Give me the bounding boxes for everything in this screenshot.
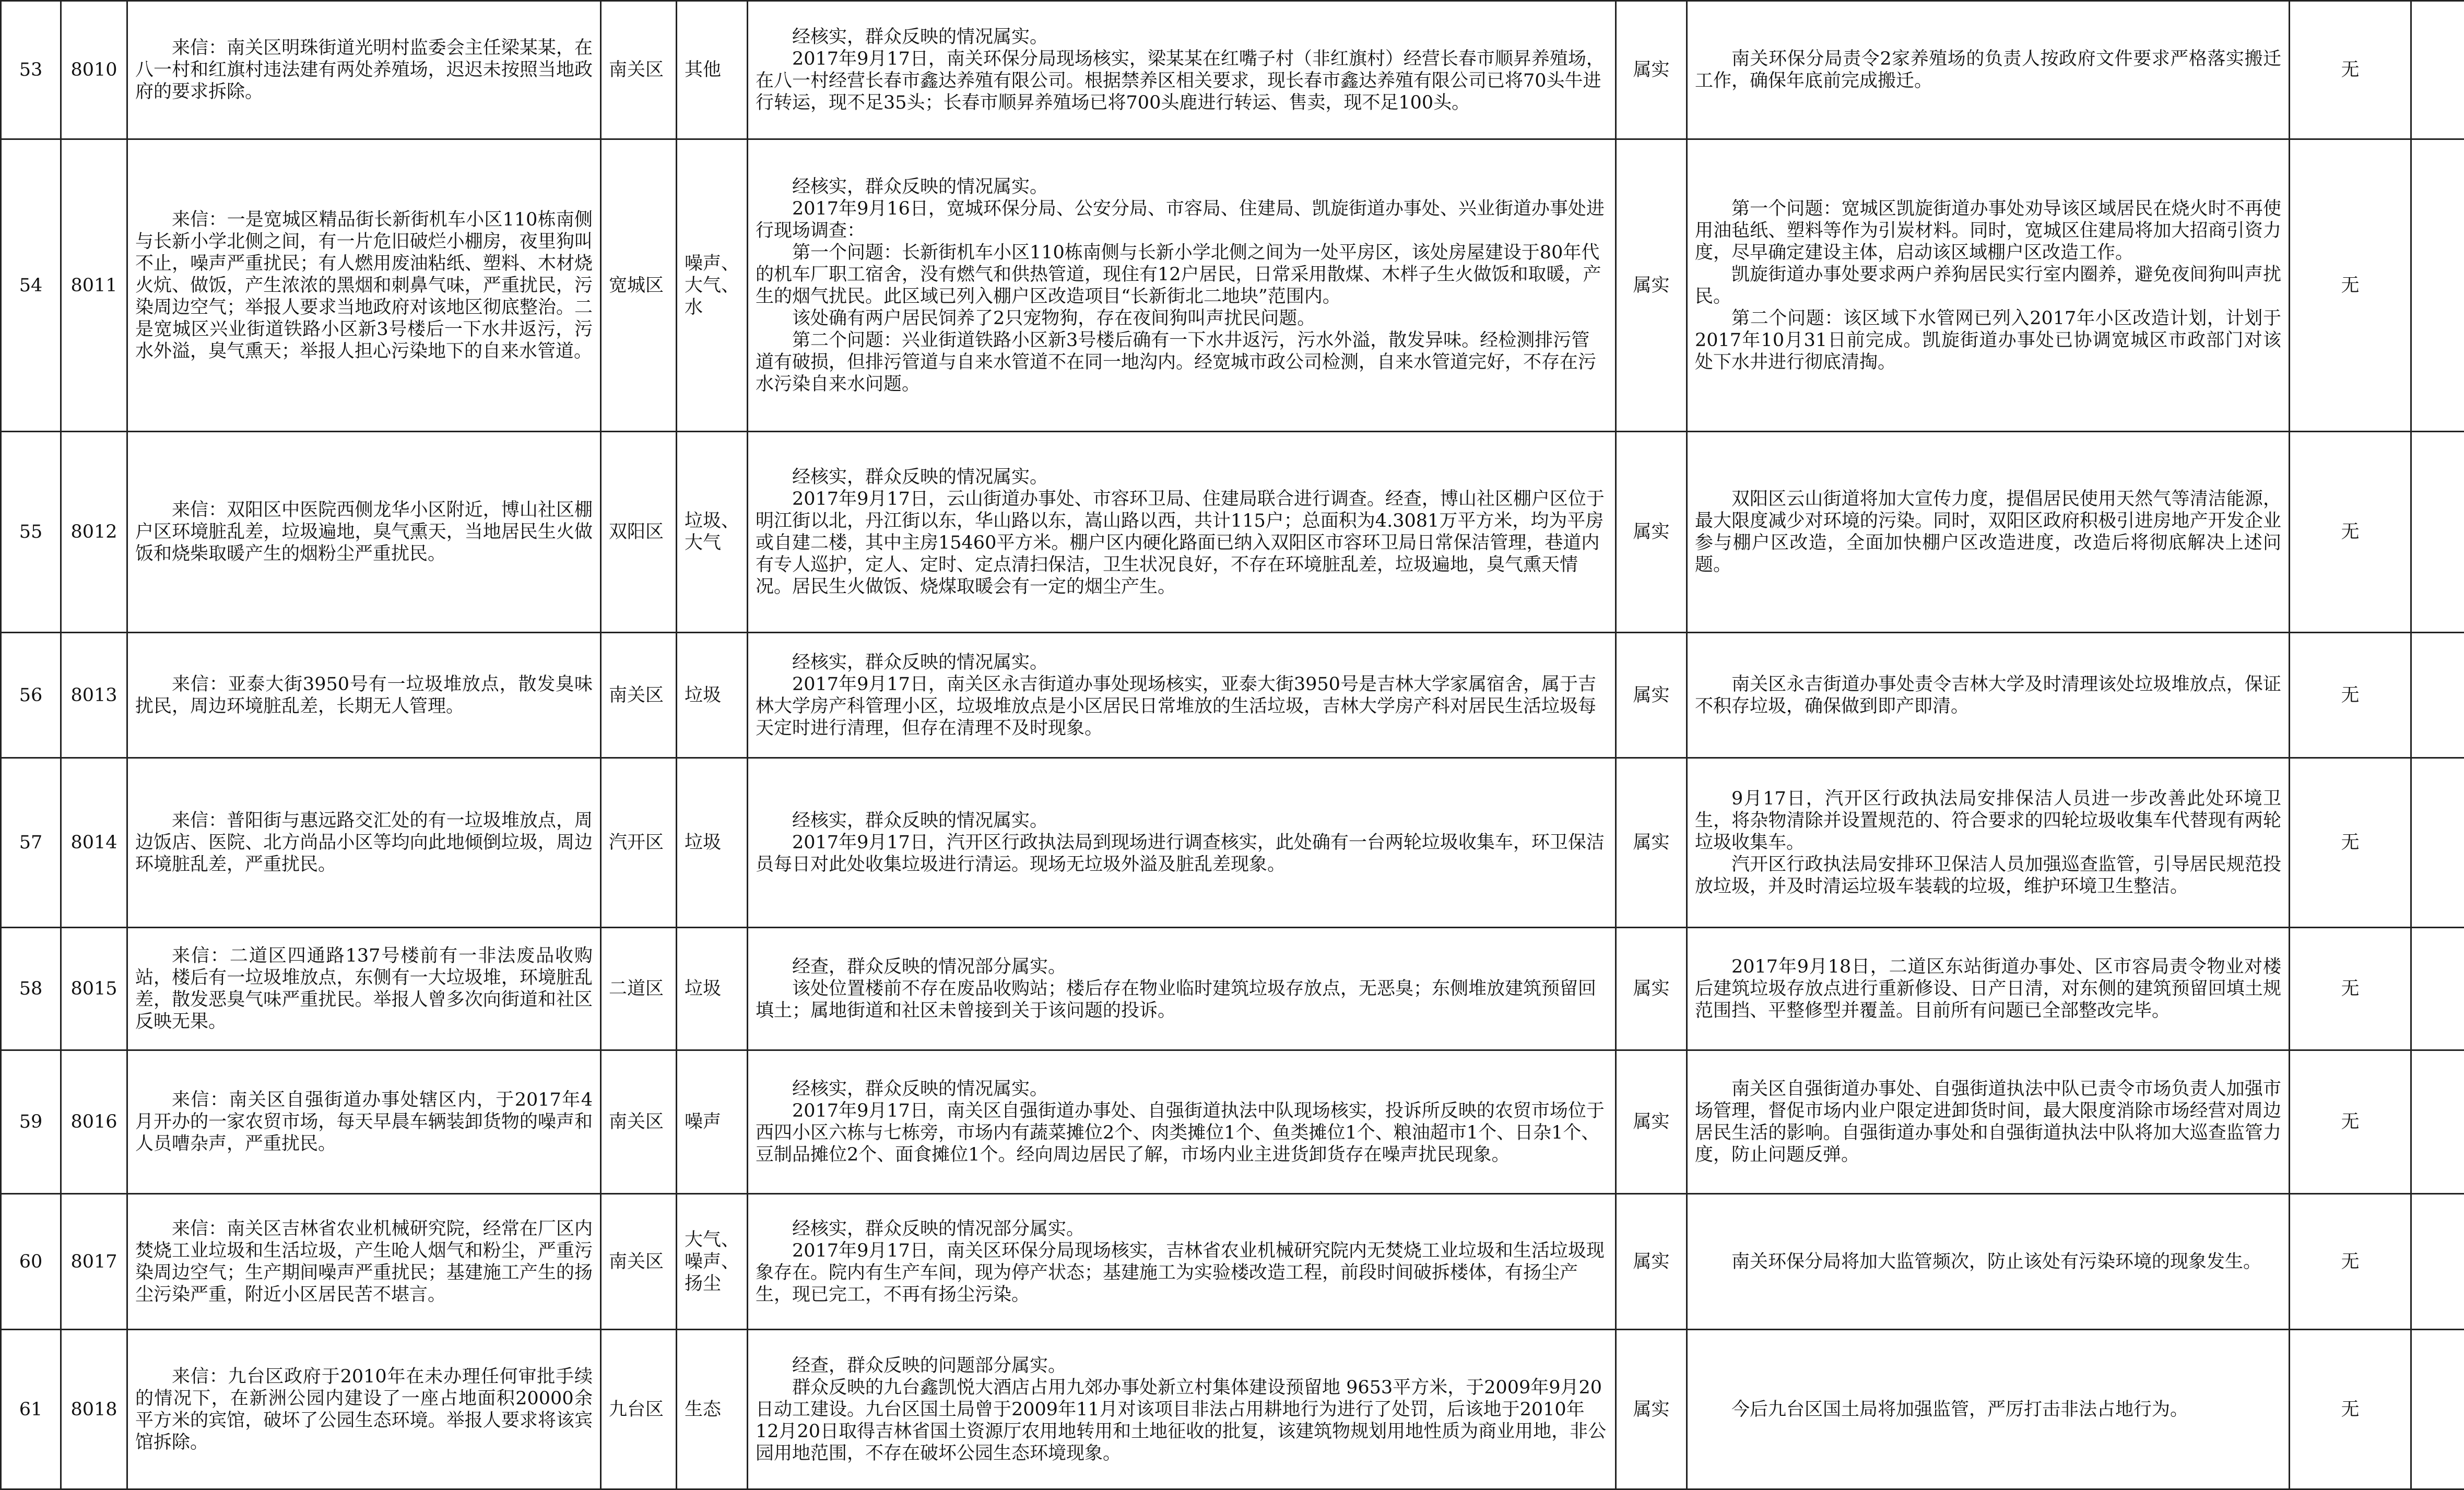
seq-cell: 60 <box>1 1194 61 1330</box>
blank-cell <box>2411 139 2464 432</box>
district-cell: 二道区 <box>601 928 677 1050</box>
case-code-cell: 8016 <box>61 1050 127 1194</box>
case-code-cell: 8018 <box>61 1330 127 1489</box>
verdict-cell: 属实 <box>1616 432 1687 633</box>
measures-cell-paragraph: 汽开区行政执法局安排环卫保洁人员加强巡查监管，引导居民规范投放垃圾，并及时清运垃圾车装载的垃圾，维护环境卫生整洁。 <box>1695 854 2281 897</box>
investigation-cell <box>748 633 1616 758</box>
complaint-cell <box>127 758 601 928</box>
measures-cell-paragraph: 第一个问题：宽城区凯旋街道办事处劝导该区域居民在烧火时不再使用油毡纸、塑料等作为引炭材料。同时，宽城区住建局将加大招商引资力度，尽早确定建设主体，启动该区域棚户区改造工作。 <box>1695 198 2281 264</box>
accountability-cell: 无 <box>2290 1330 2411 1489</box>
table-row <box>1 758 2464 928</box>
complaint-cell <box>127 928 601 1050</box>
blank-cell <box>2411 432 2464 633</box>
investigation-cell-paragraph: 2017年9月17日，南关环保分局现场核实，梁某某在红嘴子村（非红旗村）经营长春市顺昇养殖场，在八一村经营长春市鑫达养殖有限公司。根据禁养区相关要求，现长春市鑫达养殖有限公司已将70头牛进行转运，现不足35头；长春市顺昇养殖场已将700头鹿进行转运、售卖，现不足100头。 <box>756 48 1608 114</box>
accountability-cell: 无 <box>2290 633 2411 758</box>
pollution-type-cell: 噪声 <box>677 1050 748 1194</box>
measures-cell <box>1687 928 2290 1050</box>
case-code-cell: 8013 <box>61 633 127 758</box>
measures-cell <box>1687 1330 2290 1489</box>
investigation-cell-paragraph: 该处确有两户居民饲养了2只宠物狗，存在夜间狗叫声扰民问题。 <box>756 308 1608 329</box>
verdict-cell: 属实 <box>1616 1194 1687 1330</box>
investigation-cell <box>748 139 1616 432</box>
verdict-cell: 属实 <box>1616 139 1687 432</box>
seq-cell: 54 <box>1 139 61 432</box>
district-cell: 九台区 <box>601 1330 677 1489</box>
complaint-cell <box>127 1050 601 1194</box>
investigation-cell-paragraph: 经核实，群众反映的情况属实。 <box>756 1078 1608 1100</box>
case-code-cell: 8017 <box>61 1194 127 1330</box>
investigation-cell <box>748 928 1616 1050</box>
measures-cell <box>1687 432 2290 633</box>
measures-cell-paragraph: 南关环保分局责令2家养殖场的负责人按政府文件要求严格落实搬迁工作，确保年底前完成搬迁。 <box>1695 48 2281 92</box>
complaint-cell-paragraph: 来信：南关区明珠街道光明村监委会主任梁某某，在八一村和红旗村违法建有两处养殖场，迟迟未按照当地政府的要求拆除。 <box>135 37 593 103</box>
measures-cell-paragraph: 2017年9月18日，二道区东站街道办事处、区市容局责令物业对楼后建筑垃圾存放点进行重新修设、日产日清，对东侧的建筑预留回填土规范围挡、平整修型并覆盖。目前所有问题已全部整改完毕。 <box>1695 956 2281 1022</box>
investigation-cell-paragraph: 第一个问题：长新街机车小区110栋南侧与长新小学北侧之间为一处平房区，该处房屋建设于80年代的机车厂职工宿舍，没有燃气和供热管道，现住有12户居民，日常采用散煤、木柈子生火做饭和取暖，产生的烟气扰民。此区域已列入棚户区改造项目“长新街北二地块”范围内。 <box>756 242 1608 308</box>
table-row <box>1 928 2464 1050</box>
table-row <box>1 432 2464 633</box>
seq-cell: 57 <box>1 758 61 928</box>
investigation-cell-paragraph: 经查，群众反映的问题部分属实。 <box>756 1355 1608 1377</box>
table-row <box>1 1194 2464 1330</box>
complaint-cell-paragraph: 来信：南关区自强街道办事处辖区内，于2017年4月开办的一家农贸市场，每天早晨车辆装卸货物的噪声和人员嘈杂声，严重扰民。 <box>135 1089 593 1155</box>
investigation-cell-paragraph: 经核实，群众反映的情况属实。 <box>756 26 1608 48</box>
complaint-cell-paragraph: 来信：亚泰大街3950号有一垃圾堆放点，散发臭味扰民，周边环境脏乱差，长期无人管理。 <box>135 673 593 717</box>
investigation-cell-paragraph: 2017年9月17日，汽开区行政执法局到现场进行调查核实，此处确有一台两轮垃圾收集车，环卫保洁员每日对此处收集垃圾进行清运。现场无垃圾外溢及脏乱差现象。 <box>756 832 1608 876</box>
seq-cell: 56 <box>1 633 61 758</box>
case-code-cell: 8010 <box>61 1 127 139</box>
table-row <box>1 1050 2464 1194</box>
measures-cell-paragraph: 今后九台区国土局将加强监管，严厉打击非法占地行为。 <box>1695 1399 2281 1421</box>
measures-cell-paragraph: 双阳区云山街道将加大宣传力度，提倡居民使用天然气等清洁能源，最大限度减少对环境的污染。同时，双阳区政府积极引进房地产开发企业参与棚户区改造，全面加快棚户区改造进度，改造后将彻底解决上述问题。 <box>1695 488 2281 576</box>
measures-cell-paragraph: 南关区永吉街道办事处责令吉林大学及时清理该处垃圾堆放点，保证不积存垃圾，确保做到即产即清。 <box>1695 673 2281 717</box>
district-cell: 南关区 <box>601 1050 677 1194</box>
complaint-cell-paragraph: 来信：一是宽城区精品街长新街机车小区110栋南侧与长新小学北侧之间，有一片危旧破烂小棚房，夜里狗叫不止，噪声严重扰民；有人燃用废油粘纸、塑料、木材烧火炕、做饭，产生浓浓的黑烟和刺鼻气味，严重扰民，污染周边空气；举报人要求当地政府对该地区彻底整治。二是宽城区兴业街道铁路小区新3号楼后一下水井返污，污水外溢，臭气熏天；举报人担心污染地下的自来水管道。 <box>135 209 593 362</box>
district-cell: 双阳区 <box>601 432 677 633</box>
complaint-cell <box>127 1 601 139</box>
investigation-cell-paragraph: 经核实，群众反映的情况属实。 <box>756 810 1608 832</box>
investigation-cell <box>748 432 1616 633</box>
investigation-cell-paragraph: 2017年9月17日，南关区永吉街道办事处现场核实，亚泰大街3950号是吉林大学家属宿舍，属于吉林大学房产科管理小区，垃圾堆放点是小区居民日常堆放的生活垃圾，吉林大学房产科对居民生活垃圾每天定时进行清理，但存在清理不及时现象。 <box>756 673 1608 739</box>
complaint-cell <box>127 633 601 758</box>
pollution-type-cell: 其他 <box>677 1 748 139</box>
complaint-cell-paragraph: 来信：南关区吉林省农业机械研究院，经常在厂区内焚烧工业垃圾和生活垃圾，产生呛人烟气和粉尘，严重污染周边空气；生产期间噪声严重扰民；基建施工产生的扬尘污染严重，附近小区居民苦不堪言。 <box>135 1218 593 1306</box>
table-row <box>1 1 2464 139</box>
investigation-cell-paragraph: 第二个问题：兴业街道铁路小区新3号楼后确有一下水井返污，污水外溢，散发异味。经检测排污管道有破损，但排污管道与自来水管道不在同一地沟内。经宽城市政公司检测，自来水管道完好，不存在污水污染自来水问题。 <box>756 329 1608 395</box>
district-cell: 南关区 <box>601 633 677 758</box>
complaint-cell-paragraph: 来信：双阳区中医院西侧龙华小区附近，博山社区棚户区环境脏乱差，垃圾遍地，臭气熏天，当地居民生火做饭和烧柴取暖产生的烟粉尘严重扰民。 <box>135 499 593 565</box>
pollution-type-cell: 生态 <box>677 1330 748 1489</box>
verdict-cell: 属实 <box>1616 758 1687 928</box>
accountability-cell: 无 <box>2290 1194 2411 1330</box>
seq-cell: 55 <box>1 432 61 633</box>
investigation-cell-paragraph: 2017年9月16日，宽城环保分局、公安分局、市容局、住建局、凯旋街道办事处、兴业街道办事处进行现场调查： <box>756 198 1608 242</box>
accountability-cell: 无 <box>2290 928 2411 1050</box>
investigation-cell-paragraph: 该处位置楼前不存在废品收购站；楼后存在物业临时建筑垃圾存放点，无恶臭；东侧堆放建筑预留回填土；属地街道和社区未曾接到关于该问题的投诉。 <box>756 978 1608 1022</box>
district-cell: 宽城区 <box>601 139 677 432</box>
district-cell: 南关区 <box>601 1194 677 1330</box>
investigation-cell-paragraph: 2017年9月17日，云山街道办事处、市容环卫局、住建局联合进行调查。经查，博山社区棚户区位于明江街以北，丹江街以东，华山路以东，嵩山路以西，共计115户；总面积为4.3081万平方米，均为平房或自建二楼，其中主房15460平方米。棚户区内硬化路面已纳入双阳区市容环卫局日常保洁管理，巷道内有专人巡护，定人、定时、定点清扫保洁，卫生状况良好，不存在环境脏乱差，垃圾遍地，臭气熏天情况。居民生火做饭、烧煤取暖会有一定的烟尘产生。 <box>756 488 1608 598</box>
investigation-cell <box>748 758 1616 928</box>
investigation-cell-paragraph: 经核实，群众反映的情况属实。 <box>756 652 1608 673</box>
measures-cell-paragraph: 南关区自强街道办事处、自强街道执法中队已责令市场负责人加强市场管理，督促市场内业户限定进卸货时间，最大限度消除市场经营对周边居民生活的影响。自强街道办事处和自强街道执法中队将加大巡查监管力度，防止问题反弹。 <box>1695 1078 2281 1166</box>
blank-cell <box>2411 1330 2464 1489</box>
complaint-cell-paragraph: 来信：九台区政府于2010年在未办理任何审批手续的情况下，在新洲公园内建设了一座占地面积20000余平方米的宾馆，破坏了公园生态环境。举报人要求将该宾馆拆除。 <box>135 1366 593 1453</box>
measures-cell <box>1687 1194 2290 1330</box>
investigation-cell-paragraph: 群众反映的九台鑫凯悦大酒店占用九郊办事处新立村集体建设预留地 9653平方米，于2009年9月20日动工建设。九台区国土局曾于2009年11月对该项目非法占用耕地行为进行了处罚，后该地于2010年12月20日取得吉林省国土资源厅农用地转用和土地征收的批复，该建筑物规划用地性质为商业用地，非公园用地范围，不存在破坏公园生态环境现象。 <box>756 1377 1608 1464</box>
verdict-cell: 属实 <box>1616 1050 1687 1194</box>
verdict-cell: 属实 <box>1616 928 1687 1050</box>
district-cell: 汽开区 <box>601 758 677 928</box>
investigation-cell <box>748 1 1616 139</box>
measures-cell-paragraph: 9月17日，汽开区行政执法局安排保洁人员进一步改善此处环境卫生，将杂物清除并设置规范的、符合要求的四轮垃圾收集车代替现有两轮垃圾收集车。 <box>1695 788 2281 854</box>
table-row <box>1 1330 2464 1489</box>
measures-cell <box>1687 1050 2290 1194</box>
table-row <box>1 633 2464 758</box>
measures-cell <box>1687 633 2290 758</box>
accountability-cell: 无 <box>2290 139 2411 432</box>
pollution-type-cell: 垃圾、大气 <box>677 432 748 633</box>
investigation-cell-paragraph: 经核实，群众反映的情况属实。 <box>756 466 1608 488</box>
case-code-cell: 8011 <box>61 139 127 432</box>
complaint-cell-paragraph: 来信：二道区四通路137号楼前有一非法废品收购站，楼后有一垃圾堆放点，东侧有一大垃圾堆，环境脏乱差，散发恶臭气味严重扰民。举报人曾多次向街道和社区反映无果。 <box>135 945 593 1033</box>
accountability-cell: 无 <box>2290 1 2411 139</box>
blank-cell <box>2411 928 2464 1050</box>
blank-cell <box>2411 758 2464 928</box>
table-row <box>1 139 2464 432</box>
investigation-cell-paragraph: 2017年9月17日，南关区环保分局现场核实，吉林省农业机械研究院内无焚烧工业垃圾和生活垃圾现象存在。院内有生产车间，现为停产状态；基建施工为实验楼改造工程，前段时间破拆楼体，有扬尘产生，现已完工，不再有扬尘污染。 <box>756 1240 1608 1306</box>
complaint-cell <box>127 1330 601 1489</box>
investigation-cell <box>748 1050 1616 1194</box>
pollution-type-cell: 噪声、大气、水 <box>677 139 748 432</box>
case-code-cell: 8012 <box>61 432 127 633</box>
measures-cell <box>1687 1 2290 139</box>
investigation-cell <box>748 1330 1616 1489</box>
investigation-cell-paragraph: 2017年9月17日，南关区自强街道办事处、自强街道执法中队现场核实，投诉所反映的农贸市场位于西四小区六栋与七栋旁，市场内有蔬菜摊位2个、肉类摊位1个、鱼类摊位1个、粮油超市1个、日杂1个、豆制品摊位2个、面食摊位1个。经向周边居民了解，市场内业主进货卸货存在噪声扰民现象。 <box>756 1100 1608 1166</box>
measures-cell <box>1687 758 2290 928</box>
pollution-type-cell: 垃圾 <box>677 633 748 758</box>
investigation-cell-paragraph: 经核实，群众反映的情况部分属实。 <box>756 1218 1608 1240</box>
complaint-cell <box>127 139 601 432</box>
complaint-cell-paragraph: 来信：普阳街与惠远路交汇处的有一垃圾堆放点，周边饭店、医院、北方尚品小区等均向此地倾倒垃圾，周边环境脏乱差，严重扰民。 <box>135 810 593 876</box>
blank-cell <box>2411 633 2464 758</box>
case-code-cell: 8015 <box>61 928 127 1050</box>
accountability-cell: 无 <box>2290 432 2411 633</box>
measures-cell-paragraph: 南关环保分局将加大监管频次，防止该处有污染环境的现象发生。 <box>1695 1251 2281 1273</box>
measures-cell <box>1687 139 2290 432</box>
verdict-cell: 属实 <box>1616 1 1687 139</box>
verdict-cell: 属实 <box>1616 1330 1687 1489</box>
blank-cell <box>2411 1 2464 139</box>
investigation-cell-paragraph: 经查，群众反映的情况部分属实。 <box>756 956 1608 978</box>
investigation-cell-paragraph: 经核实，群众反映的情况属实。 <box>756 176 1608 198</box>
complaint-cell <box>127 432 601 633</box>
case-code-cell: 8014 <box>61 758 127 928</box>
accountability-cell: 无 <box>2290 758 2411 928</box>
accountability-cell: 无 <box>2290 1050 2411 1194</box>
blank-cell <box>2411 1194 2464 1330</box>
investigation-cell <box>748 1194 1616 1330</box>
district-cell: 南关区 <box>601 1 677 139</box>
seq-cell: 59 <box>1 1050 61 1194</box>
seq-cell: 53 <box>1 1 61 139</box>
complaint-cell <box>127 1194 601 1330</box>
measures-cell-paragraph: 第二个问题：该区域下水管网已列入2017年小区改造计划，计划于2017年10月31日前完成。凯旋街道办事处已协调宽城区市政部门对该处下水井进行彻底清掏。 <box>1695 308 2281 373</box>
seq-cell: 61 <box>1 1330 61 1489</box>
seq-cell: 58 <box>1 928 61 1050</box>
pollution-type-cell: 大气、噪声、扬尘 <box>677 1194 748 1330</box>
verdict-cell: 属实 <box>1616 633 1687 758</box>
pollution-type-cell: 垃圾 <box>677 758 748 928</box>
pollution-type-cell: 垃圾 <box>677 928 748 1050</box>
measures-cell-paragraph: 凯旋街道办事处要求两户养狗居民实行室内圈养，避免夜间狗叫声扰民。 <box>1695 264 2281 308</box>
case-rows <box>1 1 2464 1489</box>
blank-cell <box>2411 1050 2464 1194</box>
